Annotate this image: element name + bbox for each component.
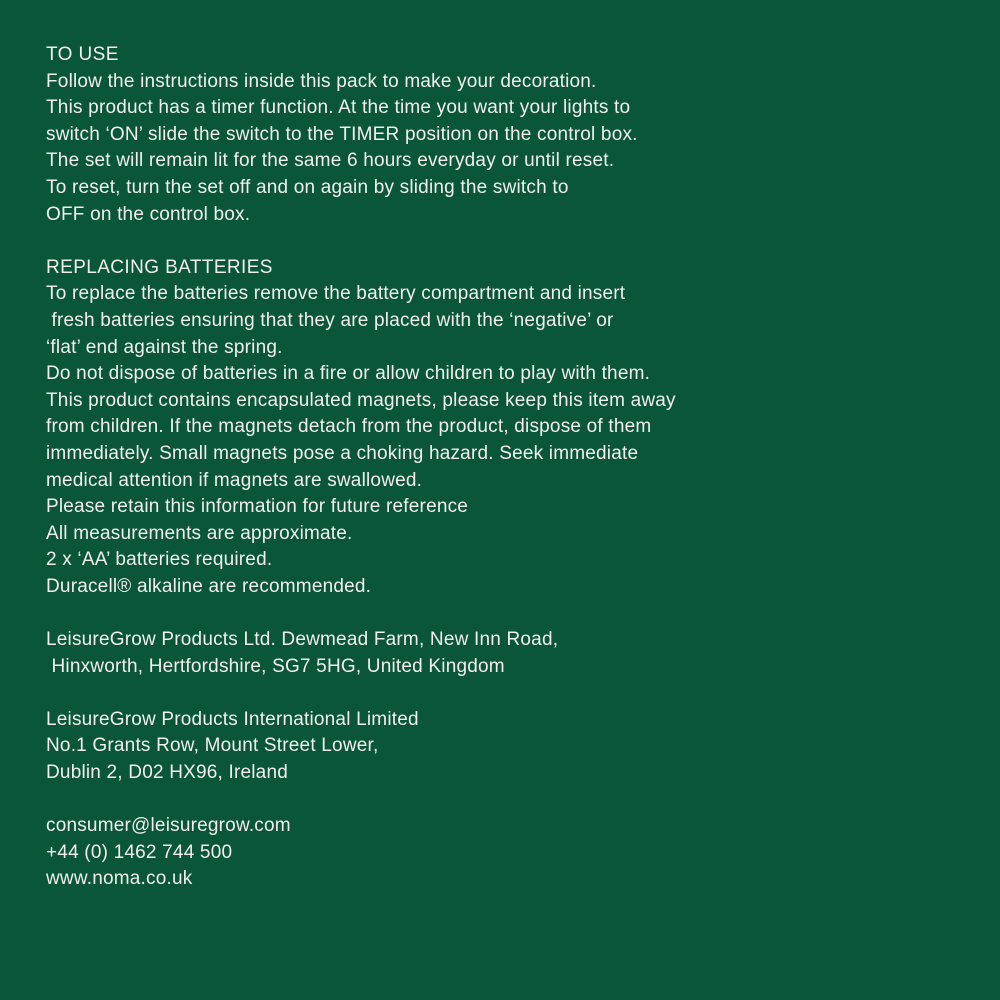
contact-block — [46, 813, 960, 893]
address-uk-line: Hinxworth, Hertfordshire, SG7 5HG, United Kingdom — [46, 655, 505, 677]
address-uk-line: LeisureGrow Products Ltd. Dewmead Farm, New Inn Road, — [46, 629, 559, 651]
replacing-batteries-line: 2 x ‘AA’ batteries required. — [46, 549, 273, 571]
replacing-batteries-line: Duracell® alkaline are recommended. — [46, 575, 372, 597]
address-ireland-line: Dublin 2, D02 HX96, Ireland — [46, 762, 288, 784]
to-use-line: switch ‘ON’ slide the switch to the TIMER position on the control box. — [46, 123, 638, 145]
contact-website: www.noma.co.uk — [46, 868, 193, 890]
contact-phone: +44 (0) 1462 744 500 — [46, 841, 233, 863]
to-use-line: OFF on the control box. — [46, 203, 251, 225]
section-replacing-batteries — [46, 255, 960, 601]
replacing-batteries-line: immediately. Small magnets pose a choking hazard. Seek immediate — [46, 442, 639, 464]
replacing-batteries-line: Do not dispose of batteries in a fire or allow children to play with them. — [46, 363, 651, 385]
address-ireland-line: No.1 Grants Row, Mount Street Lower, — [46, 735, 379, 757]
section-to-use — [46, 42, 960, 228]
address-uk — [46, 627, 960, 680]
address-ireland — [46, 707, 960, 787]
replacing-batteries-heading: REPLACING BATTERIES — [46, 256, 273, 278]
to-use-line: To reset, turn the set off and on again by sliding the switch to — [46, 176, 569, 198]
replacing-batteries-line: fresh batteries ensuring that they are placed with the ‘negative’ or — [46, 309, 614, 331]
replacing-batteries-line: To replace the batteries remove the battery compartment and insert — [46, 283, 626, 305]
to-use-line: This product has a timer function. At the time you want your lights to — [46, 97, 631, 119]
to-use-heading: TO USE — [46, 44, 119, 65]
contact-email: consumer@leisuregrow.com — [46, 815, 291, 837]
replacing-batteries-line: Please retain this information for future reference — [46, 496, 469, 518]
replacing-batteries-line: ‘flat’ end against the spring. — [46, 336, 283, 358]
to-use-line: Follow the instructions inside this pack to make your decoration. — [46, 70, 597, 92]
replacing-batteries-line: All measurements are approximate. — [46, 522, 353, 544]
replacing-batteries-line: from children. If the magnets detach from the product, dispose of them — [46, 416, 652, 438]
to-use-line: The set will remain lit for the same 6 hours everyday or until reset. — [46, 150, 615, 172]
replacing-batteries-line: This product contains encapsulated magnets, please keep this item away — [46, 389, 676, 411]
address-ireland-line: LeisureGrow Products International Limited — [46, 708, 419, 730]
replacing-batteries-line: medical attention if magnets are swallowed. — [46, 469, 423, 491]
